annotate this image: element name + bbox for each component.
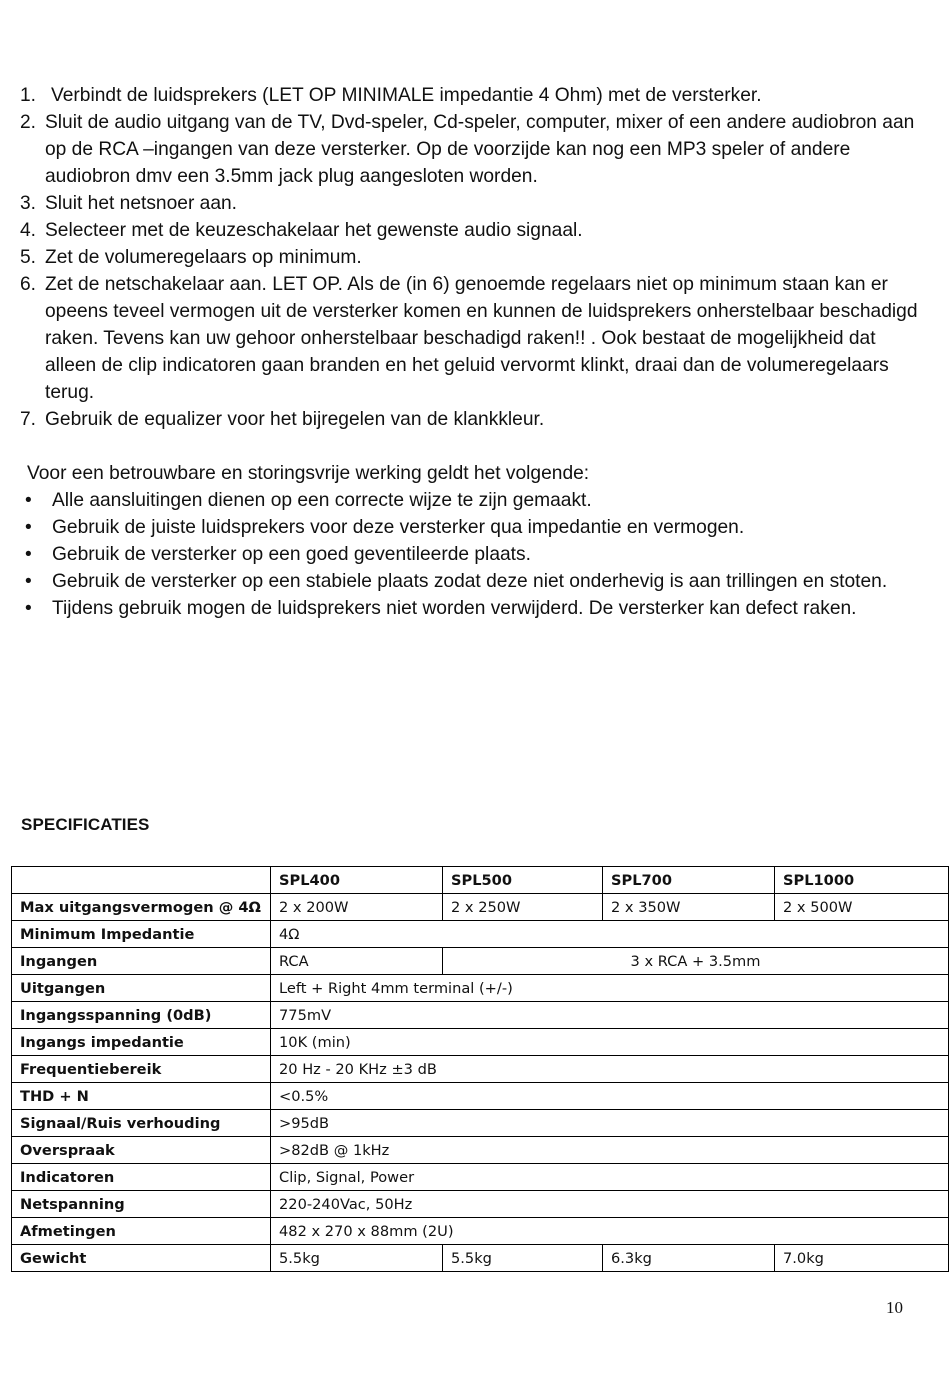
spec-value: 4Ω xyxy=(271,921,949,948)
step-text: Zet de volumeregelaars op minimum. xyxy=(45,247,362,268)
step-number: 5. xyxy=(20,247,37,268)
table-row xyxy=(12,894,949,921)
spec-value: 5.5kg xyxy=(443,1245,603,1272)
spec-value: 2 x 200W xyxy=(271,894,443,921)
bullet-icon: • xyxy=(25,598,32,619)
spec-value: 220-240Vac, 50Hz xyxy=(271,1191,949,1218)
spec-value: 2 x 250W xyxy=(443,894,603,921)
requirement-text: Gebruik de versterker op een goed geventileerde plaats. xyxy=(52,544,531,565)
table-row xyxy=(12,975,949,1002)
model-header: SPL400 xyxy=(271,867,443,894)
model-header: SPL500 xyxy=(443,867,603,894)
requirements-intro: Voor een betrouwbare en storingsvrije werking geldt het volgende: xyxy=(27,463,590,484)
spec-value: 20 Hz - 20 KHz ±3 dB xyxy=(271,1056,949,1083)
specifications-heading: SPECIFICATIES xyxy=(21,815,150,834)
step-number: 7. xyxy=(20,409,37,430)
spec-label: Indicatoren xyxy=(12,1164,271,1191)
table-row xyxy=(12,948,949,975)
requirement-text: Alle aansluitingen dienen op een correcte wijze te zijn gemaakt. xyxy=(52,490,592,511)
spec-value: 5.5kg xyxy=(271,1245,443,1272)
step-number: 4. xyxy=(20,220,37,241)
specifications-table xyxy=(11,866,949,1272)
step-item xyxy=(20,217,920,244)
step-text: Verbindt de luidsprekers (LET OP MINIMALE impedantie 4 Ohm) met de versterker. xyxy=(51,85,762,106)
step-text: Sluit de audio uitgang van de TV, Dvd-speler, Cd-speler, computer, mixer of een andere audiobron aan op de RCA –ingangen van deze versterker. Op de voorzijde kan nog een MP3 speler of andere audiobron dmv een 3.5mm jack plug aangesloten worden. xyxy=(45,112,915,187)
table-corner-cell xyxy=(12,867,271,894)
table-row xyxy=(12,1245,949,1272)
table-row xyxy=(12,1002,949,1029)
spec-label: Ingangen xyxy=(12,948,271,975)
requirements-list xyxy=(20,487,900,622)
table-row xyxy=(12,1164,949,1191)
spec-label: Max uitgangsvermogen @ 4Ω xyxy=(12,894,271,921)
step-text: Gebruik de equalizer voor het bijregelen van de klankkleur. xyxy=(45,409,545,430)
bullet-icon: • xyxy=(25,517,32,538)
table-row xyxy=(12,1029,949,1056)
spec-value: 482 x 270 x 88mm (2U) xyxy=(271,1218,949,1245)
table-row xyxy=(12,1083,949,1110)
step-item xyxy=(20,271,920,406)
spec-label: Uitgangen xyxy=(12,975,271,1002)
model-header: SPL1000 xyxy=(775,867,949,894)
spec-value: <0.5% xyxy=(271,1083,949,1110)
model-header: SPL700 xyxy=(603,867,775,894)
requirement-item xyxy=(20,541,900,568)
bullet-icon: • xyxy=(25,571,32,592)
spec-label: Gewicht xyxy=(12,1245,271,1272)
spec-value: 775mV xyxy=(271,1002,949,1029)
spec-value: Left + Right 4mm terminal (+/-) xyxy=(271,975,949,1002)
spec-value: >95dB xyxy=(271,1110,949,1137)
setup-steps-list xyxy=(20,82,920,433)
spec-value: >82dB @ 1kHz xyxy=(271,1137,949,1164)
spec-label: Signaal/Ruis verhouding xyxy=(12,1110,271,1137)
spec-label: Overspraak xyxy=(12,1137,271,1164)
spec-label: THD + N xyxy=(12,1083,271,1110)
step-item xyxy=(20,109,920,190)
requirement-text: Gebruik de versterker op een stabiele plaats zodat deze niet onderhevig is aan trillingen en stoten. xyxy=(52,571,888,592)
table-row xyxy=(12,1137,949,1164)
spec-label: Frequentiebereik xyxy=(12,1056,271,1083)
step-item xyxy=(20,82,920,109)
table-row xyxy=(12,921,949,948)
table-row xyxy=(12,1110,949,1137)
spec-value: 6.3kg xyxy=(603,1245,775,1272)
requirement-item xyxy=(20,595,900,622)
spec-value: Clip, Signal, Power xyxy=(271,1164,949,1191)
table-row xyxy=(12,1191,949,1218)
spec-value: 2 x 500W xyxy=(775,894,949,921)
step-number: 2. xyxy=(20,112,37,133)
table-header-row xyxy=(12,867,949,894)
bullet-icon: • xyxy=(25,490,32,511)
step-text: Selecteer met de keuzeschakelaar het gewenste audio signaal. xyxy=(45,220,583,241)
step-number: 1. xyxy=(20,85,37,106)
spec-label: Ingangs impedantie xyxy=(12,1029,271,1056)
spec-value: RCA xyxy=(271,948,443,975)
spec-label: Ingangsspanning (0dB) xyxy=(12,1002,271,1029)
step-item xyxy=(20,190,920,217)
step-item xyxy=(20,406,920,433)
step-text: Sluit het netsnoer aan. xyxy=(45,193,238,214)
step-number: 6. xyxy=(20,274,37,295)
spec-value: 2 x 350W xyxy=(603,894,775,921)
requirement-item xyxy=(20,487,900,514)
spec-label: Minimum Impedantie xyxy=(12,921,271,948)
step-number: 3. xyxy=(20,193,37,214)
spec-value: 7.0kg xyxy=(775,1245,949,1272)
page-number: 10 xyxy=(886,1298,903,1317)
step-text: Zet de netschakelaar aan. LET OP. Als de (in 6) genoemde regelaars niet op minimum staan kan er opeens teveel vermogen uit de versterker komen en kunnen de luidsprekers onherstelbaar beschadigd raken. Tevens kan uw gehoor onherstelbaar beschadigd raken!! . Ook bestaat de mogelijkheid dat alleen de clip indicatoren gaan branden en het geluid vervormt klinkt, draai dan de volumeregelaars terug. xyxy=(45,274,918,403)
table-row xyxy=(12,1056,949,1083)
spec-label: Netspanning xyxy=(12,1191,271,1218)
table-row xyxy=(12,1218,949,1245)
step-item xyxy=(20,244,920,271)
spec-value: 10K (min) xyxy=(271,1029,949,1056)
bullet-icon: • xyxy=(25,544,32,565)
requirement-item xyxy=(20,568,900,595)
requirement-item xyxy=(20,514,900,541)
requirement-text: Tijdens gebruik mogen de luidsprekers niet worden verwijderd. De versterker kan defect raken. xyxy=(52,598,857,619)
spec-label: Afmetingen xyxy=(12,1218,271,1245)
requirement-text: Gebruik de juiste luidsprekers voor deze versterker qua impedantie en vermogen. xyxy=(52,517,745,538)
spec-value: 3 x RCA + 3.5mm xyxy=(443,948,949,975)
